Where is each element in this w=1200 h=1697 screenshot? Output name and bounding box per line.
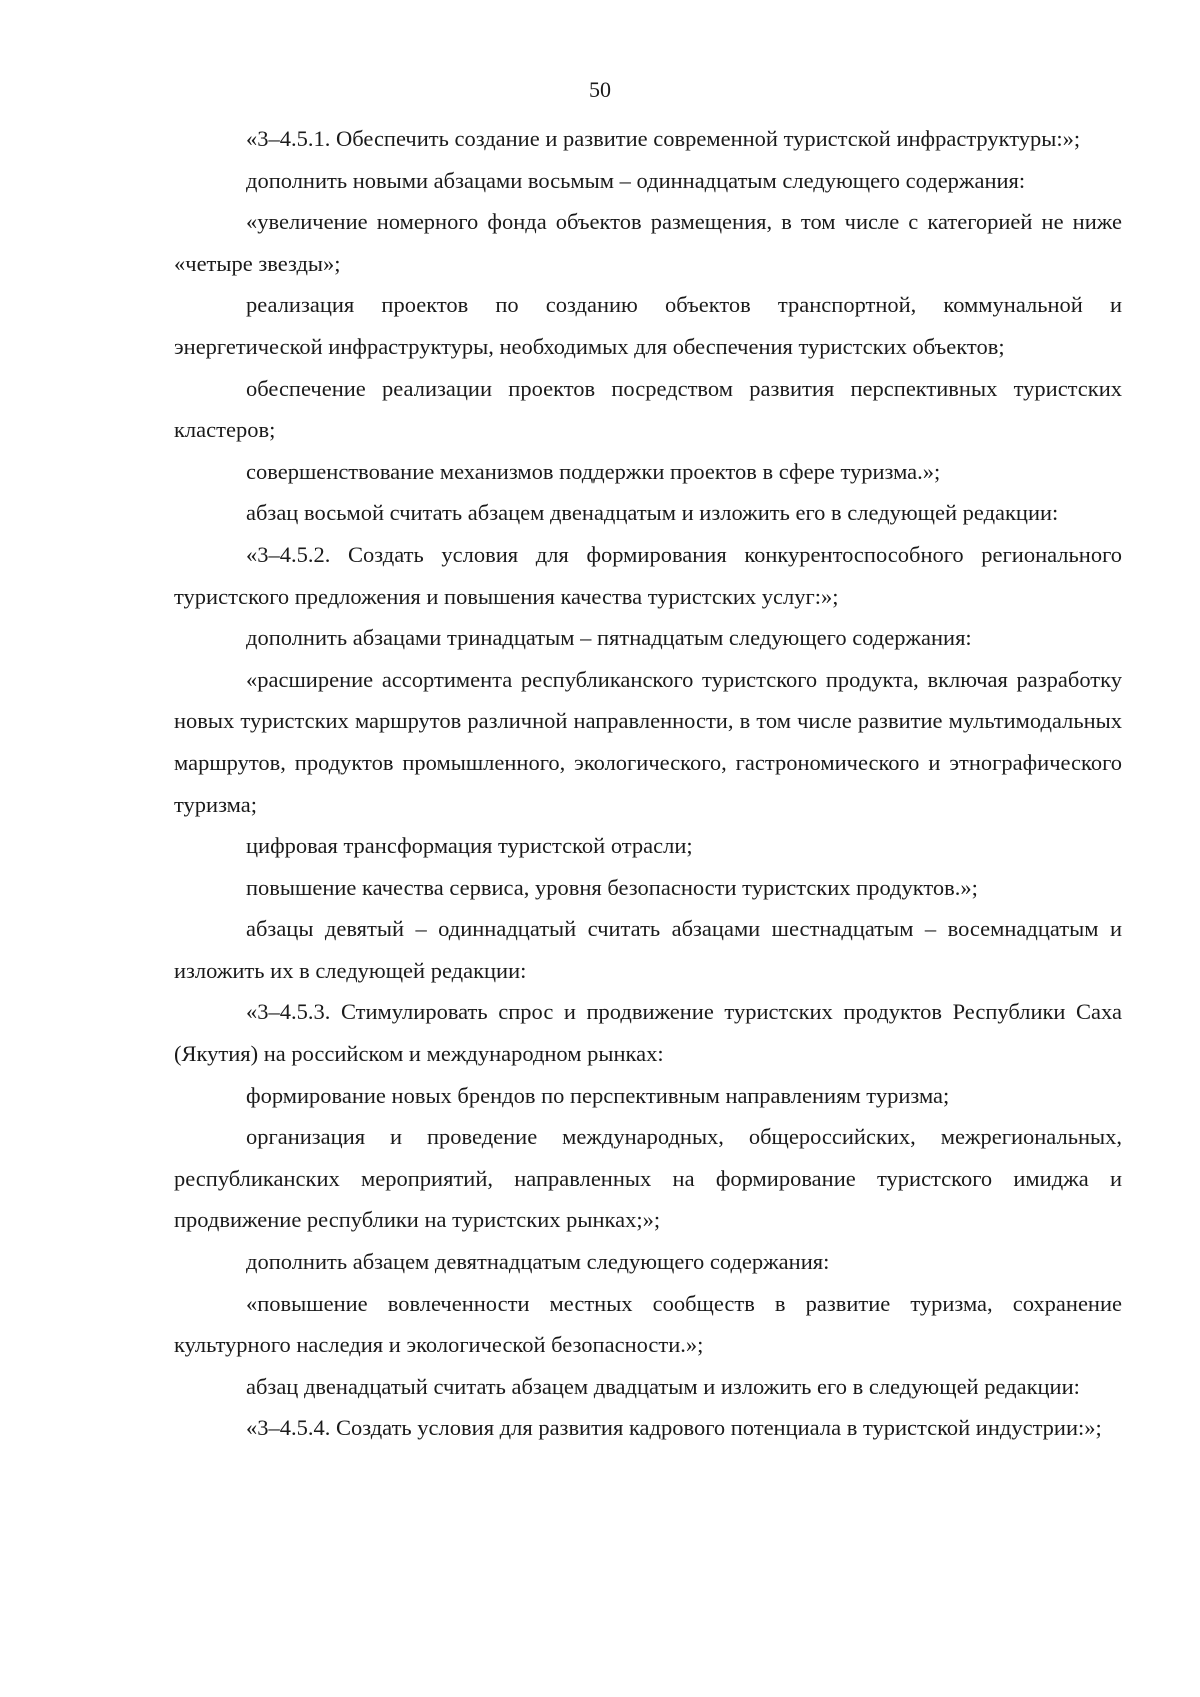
paragraph-9: дополнить абзацами тринадцатым – пятнадцатым следующего содержания:: [246, 625, 972, 651]
paragraph-14: «3–4.5.3. Стимулировать спрос и продвижение туристских продуктов Республики Саха (Якутия) на российском и международном рынках:: [174, 999, 1122, 1067]
paragraph-15: формирование новых брендов по перспективным направлениям туризма;: [246, 1082, 950, 1108]
paragraph-19: абзац двенадцатый считать абзацем двадцатым и изложить его в следующей редакции:: [246, 1373, 1080, 1399]
paragraph-2: дополнить новыми абзацами восьмым – одиннадцатым следующего содержания:: [246, 167, 1026, 193]
paragraph-20: «3–4.5.4. Создать условия для развития кадрового потенциала в туристской индустрии:»;: [246, 1415, 1102, 1441]
paragraph-10: «расширение ассортимента республиканского туристского продукта, включая разработку новых туристских маршрутов различной направленности, в том числе развитие мультимодальных маршрутов, продуктов промышленного, экологического, гастрономического и этнографического туризма;: [174, 666, 1122, 817]
paragraph-12: повышение качества сервиса, уровня безопасности туристских продуктов.»;: [246, 874, 978, 900]
paragraph-16: организация и проведение международных, общероссийских, межрегиональных, республиканских мероприятий, направленных на формирование туристского имиджа и продвижение республики на туристских рынках;»;: [174, 1124, 1122, 1233]
paragraph-4: реализация проектов по созданию объектов транспортной, коммунальной и энергетической инфраструктуры, необходимых для обеспечения туристских объектов;: [174, 292, 1122, 359]
paragraph-17: дополнить абзацем девятнадцатым следующего содержания:: [246, 1249, 830, 1275]
paragraph-11: цифровая трансформация туристской отрасли;: [246, 833, 693, 859]
paragraph-1: «3–4.5.1. Обеспечить создание и развитие современной туристской инфраструктуры:»;: [246, 126, 1081, 151]
paragraph-3: «увеличение номерного фонда объектов размещения, в том числе с категорией не ниже «четыре звезды»;: [174, 209, 1122, 276]
paragraph-8: «3–4.5.2. Создать условия для формирования конкурентоспособного регионального туристского предложения и повышения качества туристских услуг:»;: [174, 541, 1122, 609]
paragraph-5: обеспечение реализации проектов посредством развития перспективных туристских кластеров;: [174, 375, 1122, 443]
paragraph-18: «повышение вовлеченности местных сообществ в развитие туризма, сохранение культурного наследия и экологической безопасности.»;: [174, 1290, 1122, 1358]
paragraph-13: абзацы девятый – одиннадцатый считать абзацами шестнадцатым – восемнадцатым и изложить их в следующей редакции:: [174, 916, 1122, 983]
paragraph-6: совершенствование механизмов поддержки проектов в сфере туризма.»;: [246, 458, 941, 484]
paragraph-7: абзац восьмой считать абзацем двенадцатым и изложить его в следующей редакции:: [246, 500, 1059, 526]
document-body: [174, 118, 1122, 1449]
page-number: 50: [589, 77, 611, 102]
